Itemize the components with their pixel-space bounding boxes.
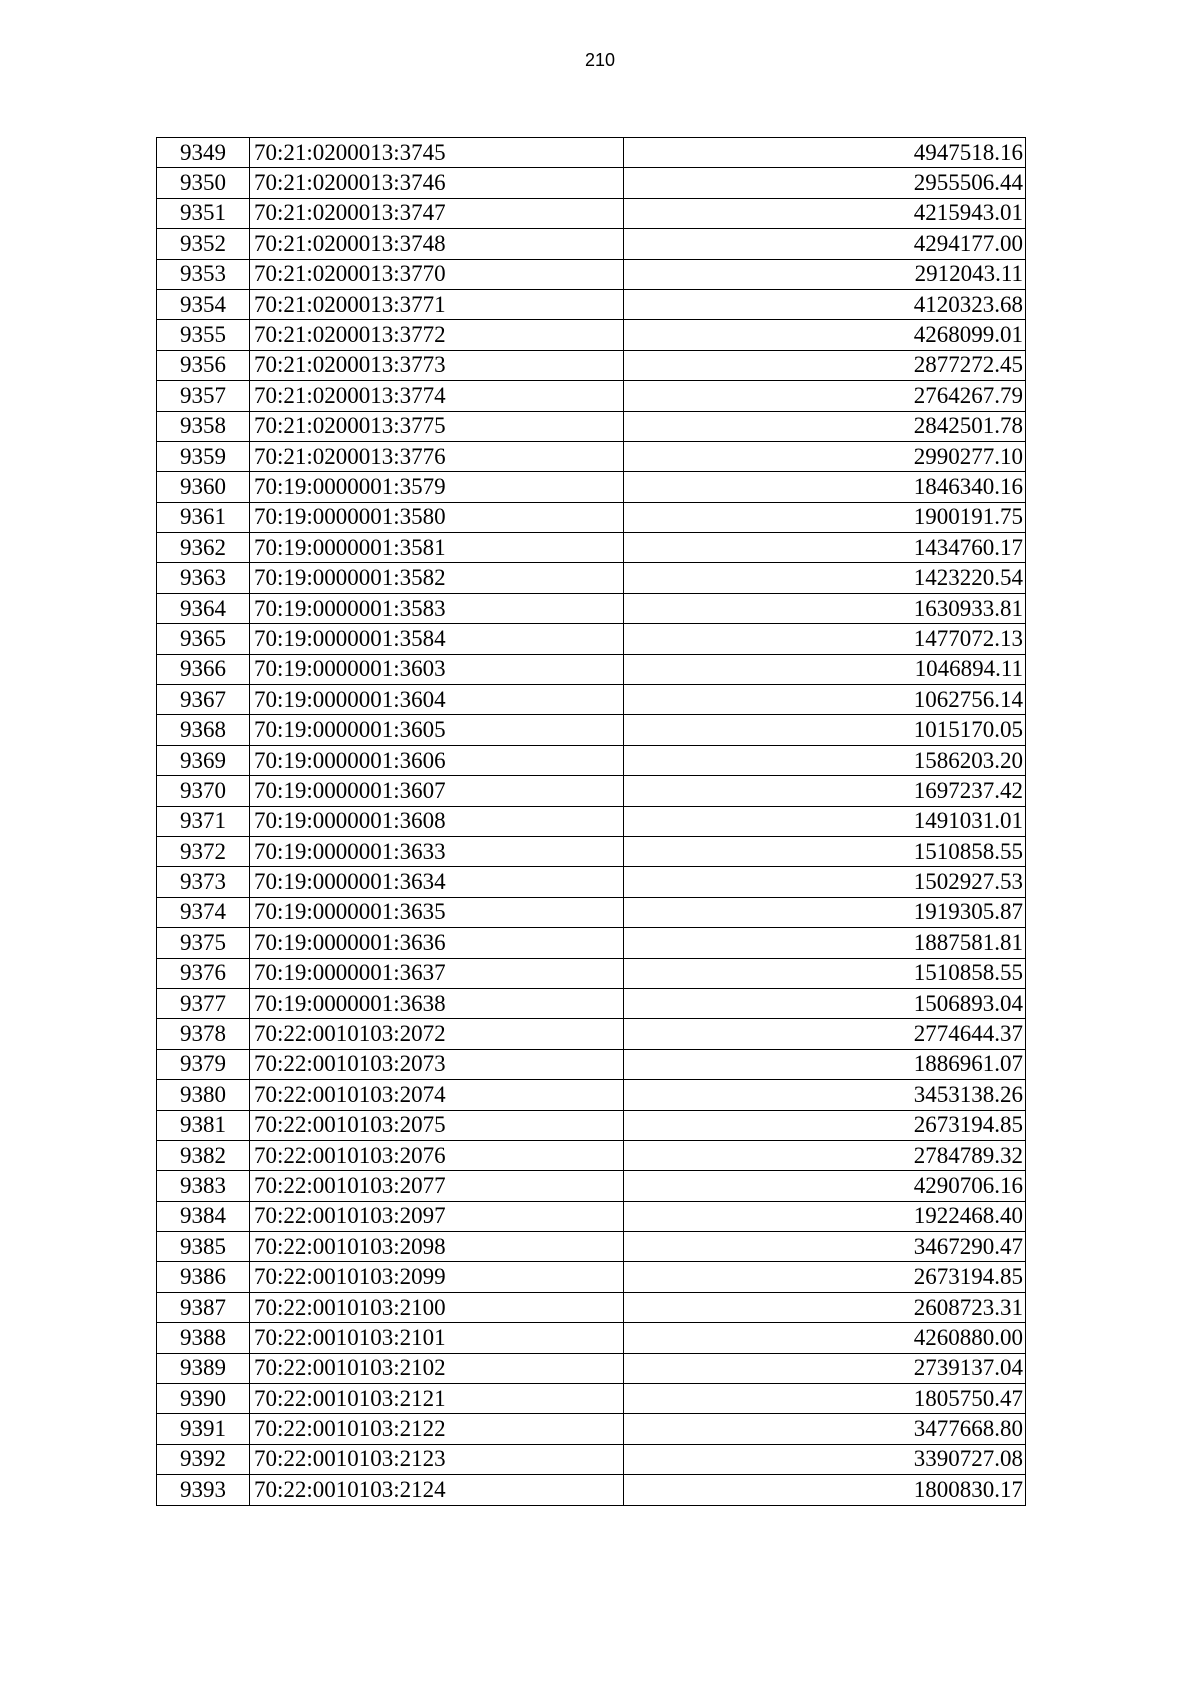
value-cell: 1423220.54 [624,563,1026,593]
value-cell: 2877272.45 [624,350,1026,380]
row-number-cell: 9384 [157,1201,250,1231]
table-row [157,168,1026,198]
row-number-cell: 9388 [157,1323,250,1353]
value-cell: 2764267.79 [624,381,1026,411]
row-number-cell: 9350 [157,168,250,198]
table-row [157,1414,1026,1444]
cadastral-number-cell: 70:21:0200013:3770 [250,259,624,289]
cadastral-number-cell: 70:22:0010103:2121 [250,1384,624,1414]
cadastral-number-cell: 70:21:0200013:3747 [250,198,624,228]
cadastral-number-cell: 70:22:0010103:2075 [250,1110,624,1140]
table-row [157,1444,1026,1474]
row-number-cell: 9382 [157,1140,250,1170]
row-number-cell: 9352 [157,229,250,259]
value-cell: 1887581.81 [624,928,1026,958]
row-number-cell: 9366 [157,654,250,684]
cadastral-number-cell: 70:21:0200013:3774 [250,381,624,411]
row-number-cell: 9360 [157,472,250,502]
table-row [157,350,1026,380]
value-cell: 1630933.81 [624,593,1026,623]
row-number-cell: 9368 [157,715,250,745]
cadastral-number-cell: 70:22:0010103:2098 [250,1232,624,1262]
value-cell: 2955506.44 [624,168,1026,198]
value-cell: 2774644.37 [624,1019,1026,1049]
value-cell: 1506893.04 [624,988,1026,1018]
table-row [157,836,1026,866]
cadastral-number-cell: 70:21:0200013:3773 [250,350,624,380]
table-row [157,441,1026,471]
value-cell: 2912043.11 [624,259,1026,289]
table-row [157,198,1026,228]
value-cell: 1586203.20 [624,745,1026,775]
table-row [157,381,1026,411]
page-number: 210 [584,50,616,70]
table-row [157,259,1026,289]
row-number-cell: 9355 [157,320,250,350]
value-cell: 1477072.13 [624,624,1026,654]
value-cell: 2842501.78 [624,411,1026,441]
value-cell: 1846340.16 [624,472,1026,502]
cadastral-number-cell: 70:21:0200013:3771 [250,289,624,319]
cadastral-number-cell: 70:19:0000001:3634 [250,867,624,897]
row-number-cell: 9379 [157,1049,250,1079]
table-row [157,715,1026,745]
cadastral-number-cell: 70:22:0010103:2072 [250,1019,624,1049]
table-row [157,776,1026,806]
value-cell: 1900191.75 [624,502,1026,532]
cadastral-number-cell: 70:19:0000001:3582 [250,563,624,593]
cadastral-number-cell: 70:19:0000001:3604 [250,685,624,715]
table-row [157,411,1026,441]
table-body [157,138,1026,1506]
row-number-cell: 9364 [157,593,250,623]
cadastral-number-cell: 70:19:0000001:3607 [250,776,624,806]
table-row [157,1262,1026,1292]
row-number-cell: 9392 [157,1444,250,1474]
value-cell: 1434760.17 [624,533,1026,563]
row-number-cell: 9351 [157,198,250,228]
value-cell: 1015170.05 [624,715,1026,745]
row-number-cell: 9386 [157,1262,250,1292]
table-row [157,1475,1026,1505]
table-row [157,563,1026,593]
table-row [157,745,1026,775]
cadastral-number-cell: 70:19:0000001:3603 [250,654,624,684]
value-cell: 1510858.55 [624,836,1026,866]
table-row [157,867,1026,897]
value-cell: 4120323.68 [624,289,1026,319]
row-number-cell: 9358 [157,411,250,441]
row-number-cell: 9371 [157,806,250,836]
row-number-cell: 9354 [157,289,250,319]
row-number-cell: 9387 [157,1292,250,1322]
row-number-cell: 9362 [157,533,250,563]
cadastral-number-cell: 70:22:0010103:2074 [250,1080,624,1110]
cadastral-number-cell: 70:22:0010103:2122 [250,1414,624,1444]
value-cell: 2673194.85 [624,1110,1026,1140]
cadastral-number-cell: 70:19:0000001:3637 [250,958,624,988]
row-number-cell: 9375 [157,928,250,958]
table-row [157,958,1026,988]
table-row [157,533,1026,563]
row-number-cell: 9353 [157,259,250,289]
value-cell: 1800830.17 [624,1475,1026,1505]
cadastral-number-cell: 70:19:0000001:3584 [250,624,624,654]
row-number-cell: 9370 [157,776,250,806]
row-number-cell: 9367 [157,685,250,715]
cadastral-value-table [156,137,1026,1506]
table-row [157,1384,1026,1414]
value-cell: 1502927.53 [624,867,1026,897]
value-cell: 2739137.04 [624,1353,1026,1383]
table-row [157,928,1026,958]
value-cell: 2784789.32 [624,1140,1026,1170]
value-cell: 1697237.42 [624,776,1026,806]
row-number-cell: 9369 [157,745,250,775]
cadastral-number-cell: 70:19:0000001:3580 [250,502,624,532]
row-number-cell: 9356 [157,350,250,380]
row-number-cell: 9357 [157,381,250,411]
table-row [157,1292,1026,1322]
row-number-cell: 9385 [157,1232,250,1262]
table-row [157,502,1026,532]
cadastral-number-cell: 70:19:0000001:3579 [250,472,624,502]
value-cell: 1062756.14 [624,685,1026,715]
table-row [157,289,1026,319]
value-cell: 4260880.00 [624,1323,1026,1353]
cadastral-number-cell: 70:21:0200013:3772 [250,320,624,350]
table-row [157,1140,1026,1170]
row-number-cell: 9363 [157,563,250,593]
row-number-cell: 9349 [157,138,250,168]
table-row [157,1232,1026,1262]
row-number-cell: 9359 [157,441,250,471]
cadastral-number-cell: 70:22:0010103:2124 [250,1475,624,1505]
value-cell: 3467290.47 [624,1232,1026,1262]
cadastral-number-cell: 70:19:0000001:3581 [250,533,624,563]
table-row [157,806,1026,836]
value-cell: 2673194.85 [624,1262,1026,1292]
cadastral-number-cell: 70:22:0010103:2073 [250,1049,624,1079]
row-number-cell: 9374 [157,897,250,927]
cadastral-number-cell: 70:22:0010103:2101 [250,1323,624,1353]
cadastral-number-cell: 70:19:0000001:3638 [250,988,624,1018]
table-row [157,138,1026,168]
table-row [157,1201,1026,1231]
value-cell: 2608723.31 [624,1292,1026,1322]
value-cell: 1491031.01 [624,806,1026,836]
value-cell: 1805750.47 [624,1384,1026,1414]
table-row [157,988,1026,1018]
table-row [157,593,1026,623]
row-number-cell: 9361 [157,502,250,532]
value-cell: 4215943.01 [624,198,1026,228]
table-row [157,1323,1026,1353]
table-row [157,1049,1026,1079]
cadastral-number-cell: 70:19:0000001:3583 [250,593,624,623]
value-cell: 1919305.87 [624,897,1026,927]
row-number-cell: 9365 [157,624,250,654]
cadastral-number-cell: 70:19:0000001:3635 [250,897,624,927]
cadastral-number-cell: 70:22:0010103:2102 [250,1353,624,1383]
value-cell: 1046894.11 [624,654,1026,684]
cadastral-number-cell: 70:22:0010103:2099 [250,1262,624,1292]
value-cell: 4294177.00 [624,229,1026,259]
row-number-cell: 9376 [157,958,250,988]
value-cell: 4947518.16 [624,138,1026,168]
cadastral-number-cell: 70:19:0000001:3633 [250,836,624,866]
table-row [157,472,1026,502]
table-row [157,1171,1026,1201]
table-row [157,229,1026,259]
cadastral-number-cell: 70:21:0200013:3746 [250,168,624,198]
cadastral-number-cell: 70:22:0010103:2077 [250,1171,624,1201]
table-row [157,1353,1026,1383]
cadastral-number-cell: 70:19:0000001:3606 [250,745,624,775]
cadastral-number-cell: 70:21:0200013:3775 [250,411,624,441]
value-cell: 1922468.40 [624,1201,1026,1231]
table-row [157,1110,1026,1140]
table-row [157,624,1026,654]
row-number-cell: 9378 [157,1019,250,1049]
table-row [157,897,1026,927]
value-cell: 3390727.08 [624,1444,1026,1474]
row-number-cell: 9390 [157,1384,250,1414]
row-number-cell: 9373 [157,867,250,897]
value-cell: 4290706.16 [624,1171,1026,1201]
row-number-cell: 9391 [157,1414,250,1444]
table-row [157,1080,1026,1110]
value-cell: 2990277.10 [624,441,1026,471]
row-number-cell: 9372 [157,836,250,866]
cadastral-number-cell: 70:21:0200013:3776 [250,441,624,471]
value-cell: 1510858.55 [624,958,1026,988]
row-number-cell: 9381 [157,1110,250,1140]
cadastral-number-cell: 70:22:0010103:2100 [250,1292,624,1322]
cadastral-number-cell: 70:22:0010103:2076 [250,1140,624,1170]
table-row [157,685,1026,715]
row-number-cell: 9383 [157,1171,250,1201]
table-row [157,654,1026,684]
table-row [157,1019,1026,1049]
cadastral-number-cell: 70:19:0000001:3608 [250,806,624,836]
row-number-cell: 9380 [157,1080,250,1110]
row-number-cell: 9377 [157,988,250,1018]
row-number-cell: 9389 [157,1353,250,1383]
cadastral-number-cell: 70:21:0200013:3745 [250,138,624,168]
cadastral-number-cell: 70:19:0000001:3605 [250,715,624,745]
value-cell: 1886961.07 [624,1049,1026,1079]
cadastral-number-cell: 70:21:0200013:3748 [250,229,624,259]
row-number-cell: 9393 [157,1475,250,1505]
value-cell: 3477668.80 [624,1414,1026,1444]
cadastral-number-cell: 70:22:0010103:2123 [250,1444,624,1474]
cadastral-number-cell: 70:22:0010103:2097 [250,1201,624,1231]
table-row [157,320,1026,350]
value-cell: 3453138.26 [624,1080,1026,1110]
value-cell: 4268099.01 [624,320,1026,350]
cadastral-number-cell: 70:19:0000001:3636 [250,928,624,958]
